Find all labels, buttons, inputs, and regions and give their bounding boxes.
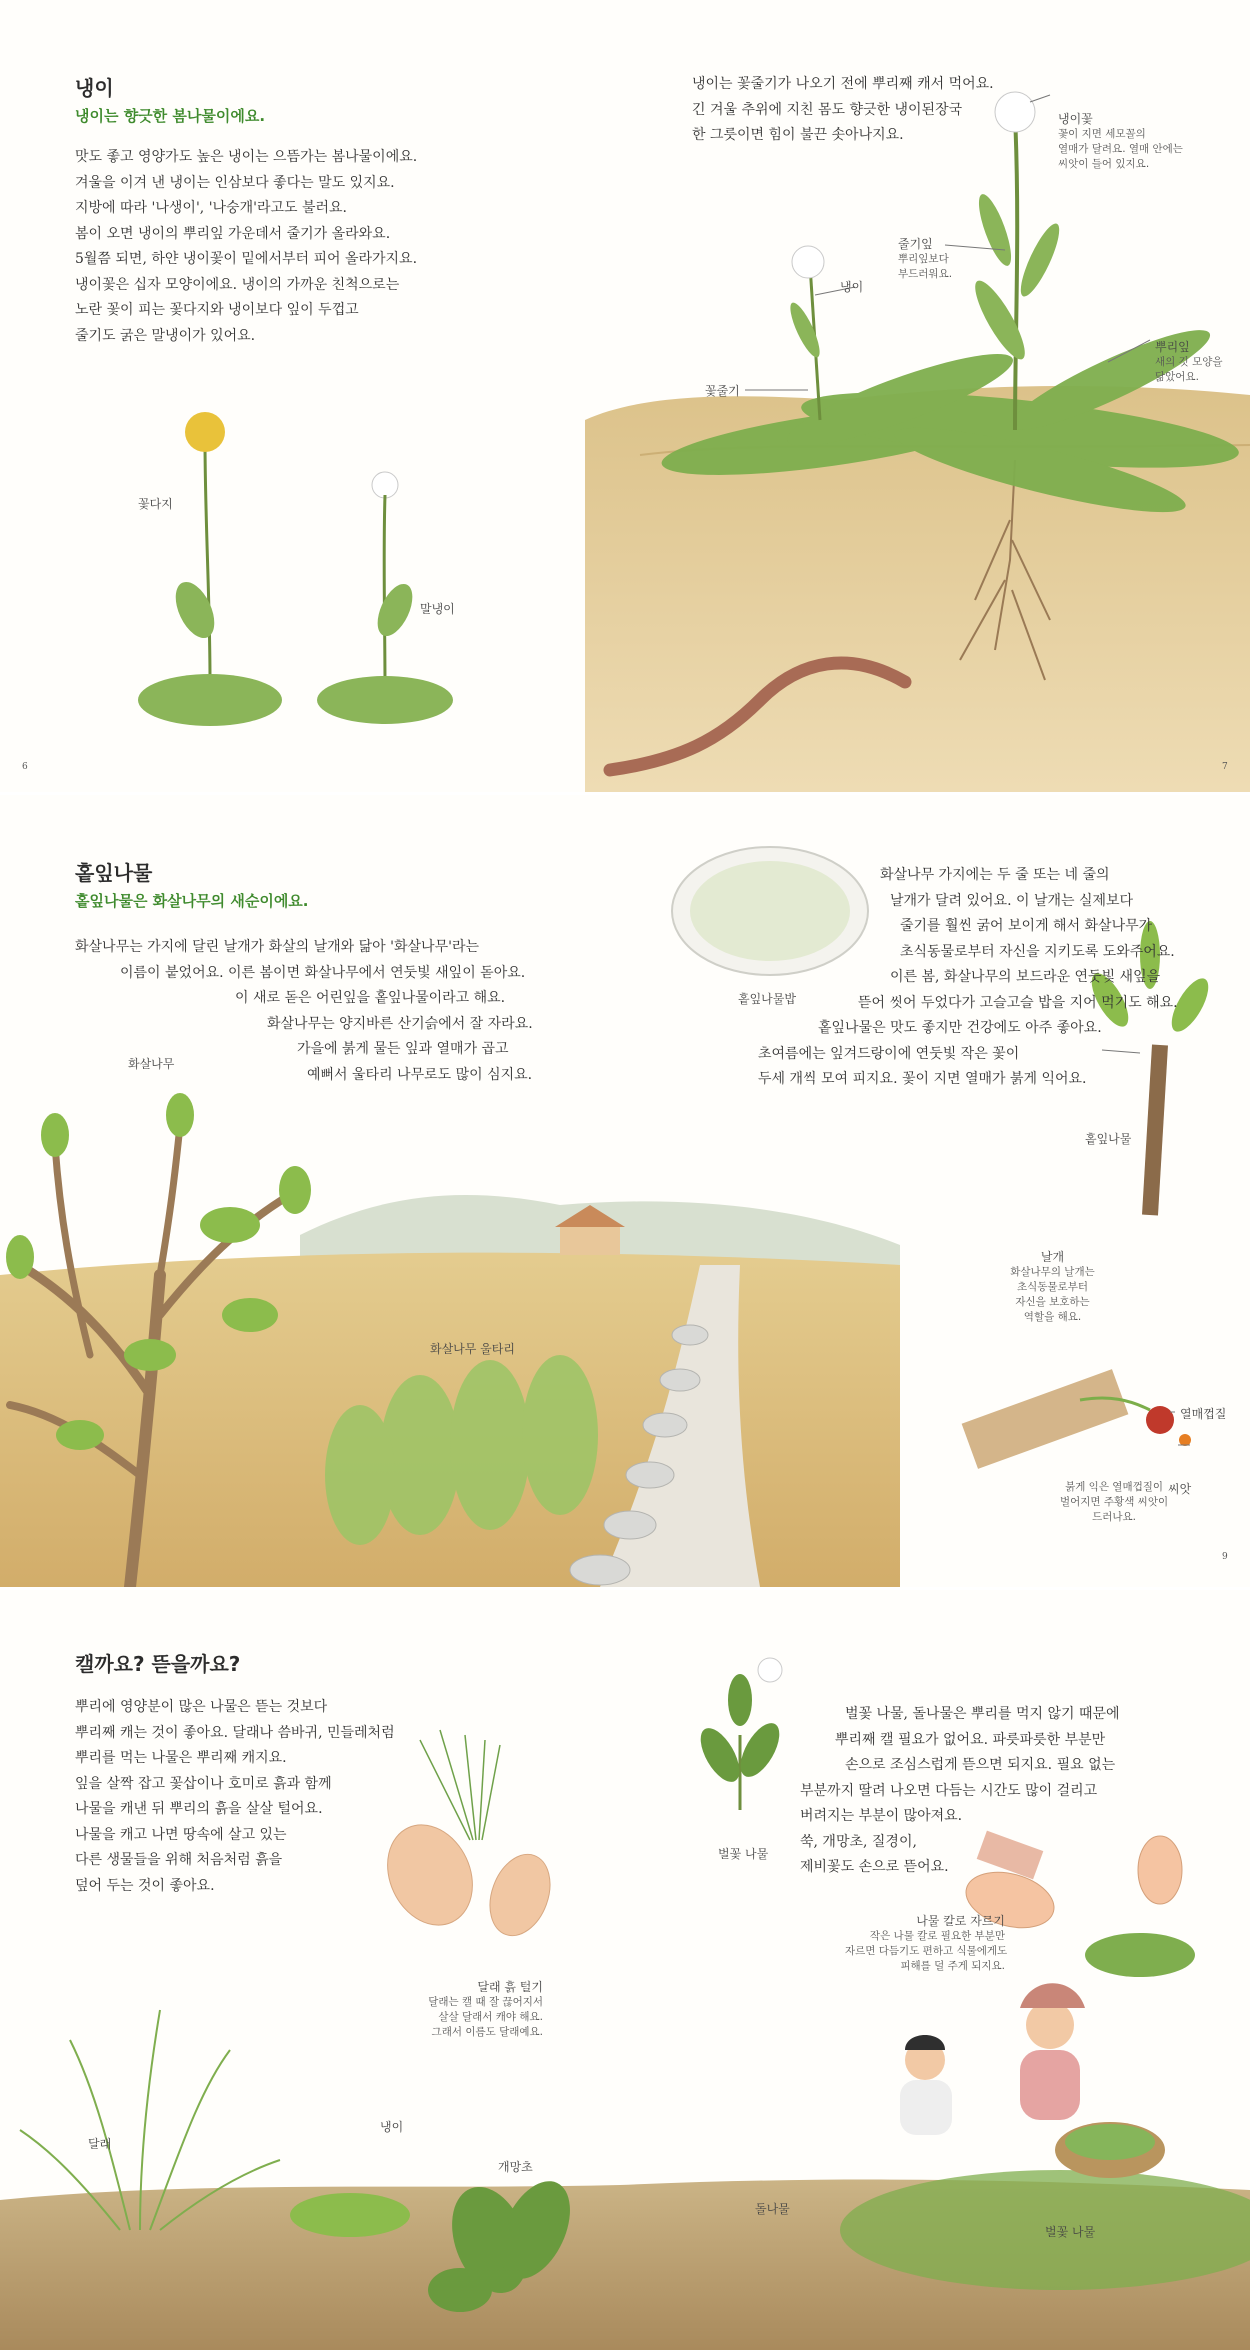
body-text-left	[75, 1695, 395, 1899]
body-line: 제비꽃도 손으로 뜯어요.	[800, 1859, 949, 1875]
body-line: 두세 개씩 모여 피지요. 꽃이 지면 열매가 붉게 익어요.	[758, 1071, 1087, 1087]
callout-note: 부드러워요.	[898, 268, 953, 280]
page-subtitle: 홑잎나물은 화살나무의 새순이에요.	[75, 892, 309, 910]
label-naengi: 냉이	[840, 280, 864, 294]
body-line: 한 그릇이면 힘이 불끈 솟아나지요.	[692, 127, 904, 143]
body-line: 다른 생물들을 위해 처음처럼 흙을	[75, 1852, 283, 1868]
body-line: 가을에 붉게 물든 잎과 열매가 곱고	[297, 1041, 509, 1057]
page-number-right: 7	[1222, 762, 1228, 772]
callout-note: 살살 달래서 캐야 해요.	[438, 2011, 543, 2023]
page-title: 캘까요? 뜯을까요?	[75, 1652, 241, 1676]
callout-note: 드러나요.	[1092, 1511, 1137, 1523]
callout-naengi-flower	[1058, 110, 1183, 172]
label-dolnamul: 돌나물	[755, 2202, 790, 2216]
body-line: 화살나무 가지에는 두 줄 또는 네 줄의	[880, 867, 1110, 883]
spread-dig-or-pick	[0, 1590, 1250, 2350]
callout-dallae	[418, 1978, 543, 2040]
callout-title: 나물 칼로 자르기	[916, 1914, 1005, 1928]
label-hedge: 화살나무 울타리	[430, 1342, 515, 1356]
body-line: 맛도 좋고 영양가도 높은 냉이는 으뜸가는 봄나물이에요.	[75, 149, 418, 165]
callout-note: 닮았어요.	[1155, 371, 1199, 383]
body-line: 나물을 캐낸 뒤 뿌리의 흙을 살살 털어요.	[75, 1801, 323, 1817]
body-line: 냉이꽃은 십자 모양이에요. 냉이의 가까운 친척으로는	[75, 276, 400, 293]
page-number-left: 6	[22, 762, 28, 772]
spread-naengi	[0, 0, 1250, 792]
label-naengi: 냉이	[380, 2120, 404, 2134]
label-husk: 열매껍질	[1180, 1407, 1227, 1421]
body-line: 이 새로 돋은 어린잎을 홑잎나물이라고 해요.	[235, 990, 506, 1006]
body-line: 긴 겨울 추위에 지친 몸도 향긋한 냉이된장국	[692, 101, 963, 118]
callout-note: 작은 나물 칼로 필요한 부분만	[869, 1930, 1005, 1942]
callout-note: 역할을 해요.	[1023, 1311, 1082, 1323]
body-line: 초식동물로부터 자신을 지키도록 도와주어요.	[900, 943, 1175, 960]
body-line: 쑥, 개망초, 질경이,	[800, 1833, 917, 1850]
callout-note: 피해를 덜 주게 되지요.	[900, 1960, 1005, 1972]
label-rice: 홑잎나물밥	[738, 992, 796, 1006]
callout-note: 열매가 달려요. 열매 안에는	[1058, 143, 1183, 155]
callout-title: 냉이꽃	[1058, 112, 1093, 126]
spread-hotipnamul	[0, 795, 1250, 1587]
body-line: 줄기를 훨씬 굵어 보이게 해서 화살나무가	[900, 918, 1153, 934]
label-kkotjulgi: 꽃줄기	[705, 384, 740, 398]
body-line: 버려지는 부분이 많아져요.	[800, 1808, 963, 1824]
callout-note: 달래는 캘 때 잘 끊어지서	[428, 1996, 543, 2008]
body-text-right	[692, 72, 994, 149]
body-line: 뿌리째 캐는 것이 좋아요. 달래나 씀바귀, 민들레처럼	[75, 1724, 395, 1741]
body-line: 겨울을 이겨 낸 냉이는 인삼보다 좋다는 말도 있지요.	[75, 174, 395, 191]
callout-note: 그래서 이름도 달래예요.	[431, 2026, 543, 2038]
body-line: 벌꽃 나물, 돌나물은 뿌리를 먹지 않기 때문에	[845, 1706, 1120, 1722]
callout-knife	[845, 1912, 1008, 1974]
body-line: 나물을 캐고 나면 땅속에 살고 있는	[75, 1826, 287, 1843]
callout-julgi-leaf	[898, 235, 952, 282]
callout-title: 달래 흙 털기	[477, 1980, 543, 1994]
body-line: 이름이 붙었어요. 이른 봄이면 화살나무에서 연둣빛 새잎이 돋아요.	[120, 964, 526, 981]
callout-title: 날개	[1040, 1250, 1065, 1264]
callout-fruit	[1060, 1480, 1168, 1525]
page-subtitle: 냉이는 향긋한 봄나물이에요.	[75, 107, 266, 125]
label-sprout: 홑잎나물	[1085, 1132, 1132, 1146]
callout-note: 씨앗이 들어 있지요.	[1058, 158, 1150, 170]
callout-note: 초식동물로부터	[1016, 1281, 1088, 1293]
label-malnaengi: 말냉이	[420, 602, 455, 616]
page-title: 냉이	[75, 76, 114, 100]
body-line: 예뻐서 울타리 나무로도 많이 심지요.	[307, 1066, 533, 1083]
body-line: 이른 봄, 화살나무의 보드라운 연둣빛 새잎을	[890, 969, 1161, 985]
callout-note: 벌어지면 주황색 씨앗이	[1060, 1496, 1169, 1508]
label-beolkkot-bottom: 벌꽃 나물	[1045, 2225, 1096, 2239]
body-line: 홑잎나물은 맛도 좋지만 건강에도 아주 좋아요.	[818, 1020, 1102, 1036]
callout-note: 자르면 다듬기도 편하고 식물에게도	[845, 1945, 1008, 1957]
callout-note: 뿌리잎보다	[898, 253, 949, 265]
callout-note: 꽃이 지면 세모꼴의	[1058, 128, 1146, 140]
callout-title: 뿌리잎	[1155, 340, 1190, 354]
page-title: 홑잎나물	[75, 861, 153, 885]
body-line: 덮어 두는 것이 좋아요.	[75, 1877, 215, 1894]
callout-note: 자신을 보호하는	[1015, 1296, 1090, 1308]
callout-note: 화살나무의 날개는	[1010, 1266, 1095, 1278]
callout-title: 줄기잎	[898, 237, 933, 251]
body-line: 뿌리를 먹는 나물은 뿌리째 캐지요.	[75, 1750, 287, 1766]
body-line: 뿌리째 캘 필요가 없어요. 파릇파릇한 부분만	[835, 1731, 1106, 1748]
label-seed: 씨앗	[1168, 1482, 1192, 1496]
body-line: 부분까지 딸려 나오면 다듬는 시간도 많이 걸리고	[800, 1782, 1098, 1799]
body-line: 손으로 조심스럽게 뜯으면 되지요. 필요 없는	[845, 1757, 1116, 1773]
callout-wing	[1000, 1248, 1105, 1325]
label-tree: 화살나무	[128, 1057, 175, 1071]
label-kkotdaji: 꽃다지	[138, 497, 173, 511]
callout-note: 새의 깃 모양을	[1155, 356, 1223, 368]
body-line: 뿌리에 영양분이 많은 나물은 뜯는 것보다	[75, 1699, 328, 1715]
body-line: 노란 꽃이 피는 꽃다지와 냉이보다 잎이 두껍고	[75, 302, 359, 318]
body-text-left	[75, 145, 417, 349]
body-text-right	[800, 1702, 1120, 1881]
callout-note: 붉게 익은 열매껍질이	[1065, 1481, 1164, 1493]
body-line: 화살나무는 양지바른 산기슭에서 잘 자라요.	[267, 1015, 533, 1032]
body-line: 냉이는 꽃줄기가 나오기 전에 뿌리째 캐서 먹어요.	[692, 76, 994, 92]
body-line: 초여름에는 잎겨드랑이에 연둣빛 작은 꽃이	[758, 1045, 1020, 1062]
body-line: 뜯어 씻어 두었다가 고슬고슬 밥을 지어 먹기도 해요.	[858, 994, 1178, 1011]
body-line: 5월쯤 되면, 하얀 냉이꽃이 밑에서부터 피어 올라가지요.	[75, 251, 418, 267]
callout-root-leaf	[1155, 338, 1223, 385]
body-line: 지방에 따라 '나생이', '나숭개'라고도 불러요.	[75, 200, 348, 216]
label-dallae: 달래	[88, 2137, 112, 2151]
body-line: 잎을 살짝 잡고 꽃삽이나 호미로 흙과 함께	[75, 1775, 332, 1792]
label-beolkkot-top: 벌꽃 나물	[718, 1847, 769, 1861]
body-line: 줄기도 굵은 말냉이가 있어요.	[75, 327, 256, 344]
body-line: 봄이 오면 냉이의 뿌리잎 가운데서 줄기가 올라와요.	[75, 225, 391, 242]
body-line: 날개가 달려 있어요. 이 날개는 실제보다	[890, 892, 1134, 909]
body-line: 화살나무는 가지에 달린 날개가 화살의 날개와 닮아 '화살나무'라는	[75, 939, 479, 955]
label-gaemangcho: 개망초	[498, 2160, 533, 2174]
page-number-right: 9	[1222, 1552, 1228, 1562]
